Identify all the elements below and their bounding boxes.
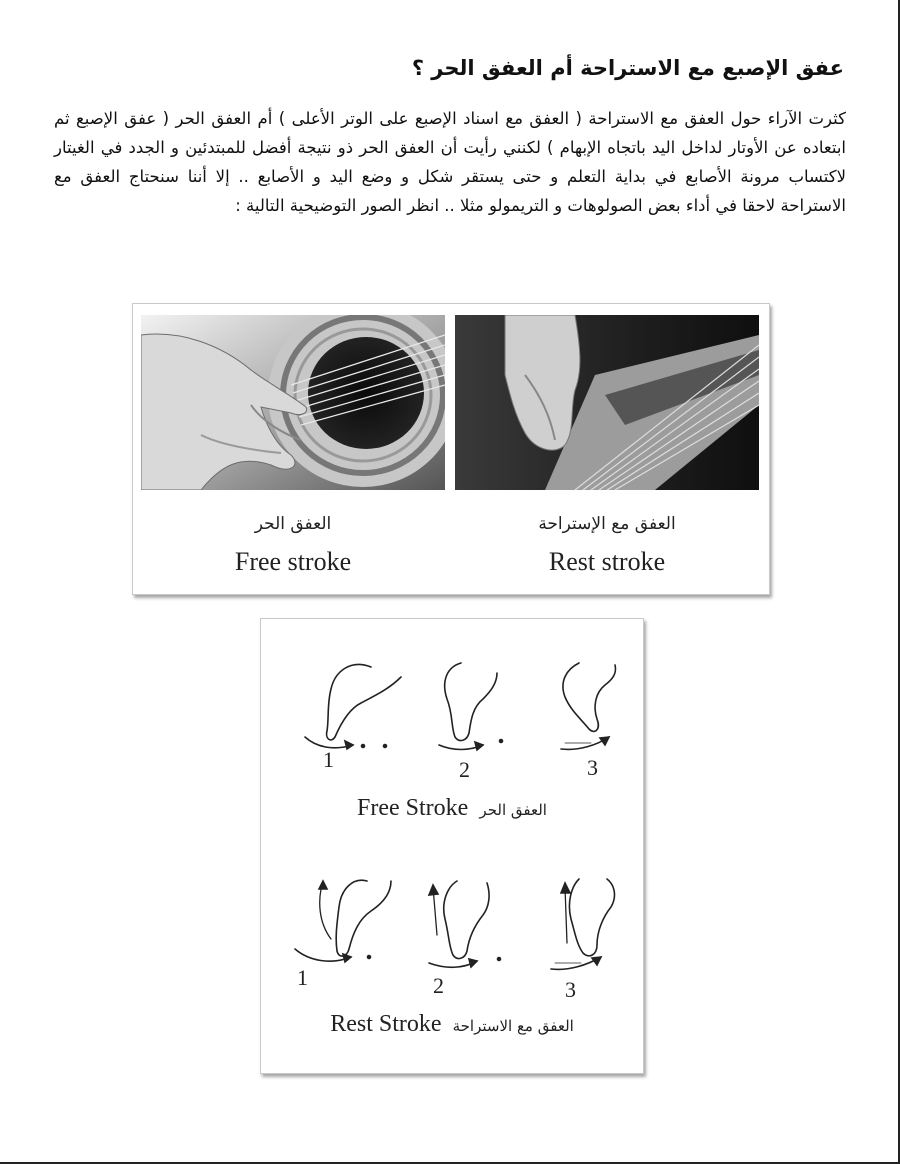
rest-stroke-label-en: Rest Stroke [330,1011,442,1037]
rest-stroke-photo [455,315,759,490]
rest-stroke-caption-en: Rest stroke [548,547,666,576]
rest-stroke-diagram-label [261,1011,643,1038]
rest-stroke-label-ar: العفق مع الاستراحة [452,1017,574,1035]
free-stroke-caption-ar: العفق الحر [254,514,332,534]
free-stroke-label-ar: العفق الحر [479,801,547,819]
rest-step-2-number: 2 [433,973,444,998]
free-stroke-step-3-drawing [561,663,616,749]
free-step-1-number: 1 [323,747,334,772]
free-stroke-caption-en: Free stroke [234,547,352,576]
stroke-diagram-figure [260,618,644,1074]
free-stroke-step-2-drawing [439,663,503,750]
page-title: عفق الإصبع مع الاستراحة أم العفق الحر ؟ [411,56,844,80]
rest-step-3-number: 3 [565,977,576,1002]
rest-stroke-step-1-drawing [295,880,391,962]
free-step-3-number: 3 [587,755,598,780]
rest-stroke-step-2-drawing [429,881,501,967]
free-stroke-photo [141,315,445,490]
free-step-2-number: 2 [459,757,470,782]
rest-step-1-number: 1 [297,965,308,990]
free-stroke-diagram-label [261,795,643,822]
rest-stroke-step-3-drawing [551,879,614,969]
rest-stroke-caption-ar: العفق مع الإستراحة [538,514,676,534]
stroke-photos-figure [132,303,770,595]
free-stroke-label-en: Free Stroke [357,795,469,821]
intro-paragraph: كثرت الآراء حول العفق مع الاستراحة ( العفق مع اسناد الإصبع على الوتر الأعلى ) أم العفق الحر ( عفق الإصبع ثم ابتعاده عن الأوتار لداخل اليد باتجاه الإبهام ) لكنني رأيت أن العفق الحر ذو نتيجة أفضل للمبتدئين و الجدد في الغيتار لاكتساب مرونة الأصابع في بداية التعلم و حتى يستقر شكل و وضع اليد و الأصابع .. إلا أننا سنحتاج العفق مع الاستراحة لاحقا في أداء بعض الصولوهات و التريمولو مثلا .. انظر الصور التوضيحية التالية : [54,109,846,215]
free-stroke-step-1-drawing [305,664,401,749]
